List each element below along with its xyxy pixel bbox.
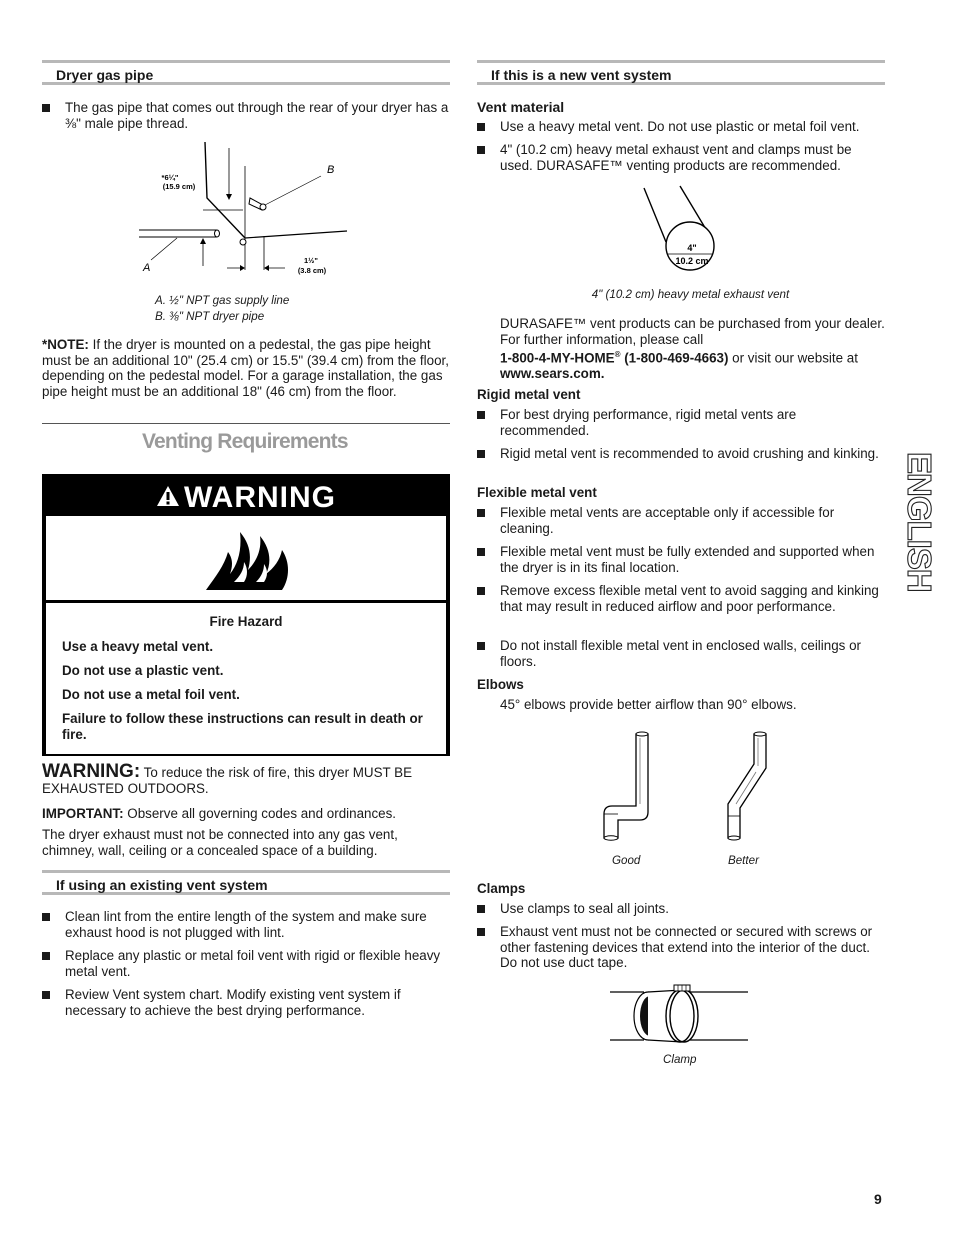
dimension-label: 1½" bbox=[304, 256, 318, 265]
vent-wall-line bbox=[644, 188, 666, 242]
bullet-square bbox=[477, 450, 485, 458]
warning-paragraph bbox=[42, 761, 450, 796]
elbow-90-icon bbox=[604, 734, 648, 838]
bullet-square bbox=[477, 905, 485, 913]
warning-label: WARNING: bbox=[42, 761, 141, 782]
list-item bbox=[477, 544, 885, 575]
warning-line: Do not use a metal foil vent. bbox=[62, 687, 240, 702]
pipe-end bbox=[215, 230, 220, 237]
figure-caption: A. ½" NPT gas supply line bbox=[155, 294, 290, 307]
bullet-square bbox=[477, 642, 485, 650]
vent-size-label: 10.2 cm bbox=[675, 256, 709, 266]
bullet-text: Do not install flexible metal vent in enclosed walls, ceilings or floors. bbox=[500, 638, 861, 669]
list-item bbox=[477, 901, 885, 917]
vent-size-label: 4" bbox=[687, 243, 697, 253]
warning-body bbox=[46, 603, 446, 754]
fire-hazard-image bbox=[46, 516, 446, 600]
bullet-square bbox=[477, 587, 485, 595]
dimension-label: (3.8 cm) bbox=[297, 266, 327, 275]
bullet-square bbox=[477, 509, 485, 517]
figure-caption: 4" (10.2 cm) heavy metal exhaust vent bbox=[591, 288, 790, 301]
dryer-outline bbox=[205, 142, 245, 238]
fire-icon bbox=[204, 526, 294, 592]
section-heading-gas-pipe bbox=[42, 60, 450, 85]
list-item bbox=[477, 638, 885, 669]
elbows-text: 45° elbows provide better airflow than 90° elbows. bbox=[500, 697, 797, 712]
arrow-head bbox=[264, 265, 269, 271]
list-item bbox=[477, 924, 885, 971]
callout-label: A bbox=[143, 262, 151, 274]
divider bbox=[42, 423, 450, 424]
heading-text: Dryer gas pipe bbox=[56, 67, 154, 83]
figure-caption: B. ⅜" NPT dryer pipe bbox=[155, 310, 265, 323]
phone-number: 1-800-4-MY-HOME bbox=[500, 350, 615, 366]
bullet-square bbox=[42, 913, 50, 921]
warning-line: Failure to follow these instructions can result in death or fire. bbox=[62, 711, 423, 742]
subheading: Flexible metal vent bbox=[477, 485, 597, 500]
bullet-text: Use a heavy metal vent. Do not use plastic or metal foil vent. bbox=[500, 119, 860, 134]
section-heading-new-vent bbox=[477, 60, 885, 85]
bullet-text: The gas pipe that comes out through the rear of your dryer has a ⅜" male pipe thread. bbox=[65, 100, 449, 131]
leader-line bbox=[151, 238, 177, 260]
clamp-diagram bbox=[608, 982, 750, 1044]
bullet-square bbox=[477, 146, 485, 154]
bullet-text: Remove excess flexible metal vent to avoid sagging and kinking that may result in reduced airflow and poor performance. bbox=[500, 583, 879, 614]
subheading: Clamps bbox=[477, 881, 526, 896]
heading-text: If this is a new vent system bbox=[491, 67, 672, 83]
list-item bbox=[477, 142, 885, 173]
note-paragraph bbox=[42, 337, 450, 399]
bullet-square bbox=[42, 952, 50, 960]
subheading: Elbows bbox=[477, 677, 524, 692]
section-heading-existing bbox=[42, 870, 450, 895]
phone-number-alt: (1-800-469-4663) bbox=[620, 350, 729, 366]
bullet-square bbox=[42, 991, 50, 999]
list-item bbox=[42, 987, 450, 1018]
bullet-text: Exhaust vent must not be connected or secured with screws or other fastening devices that extend into the interior of the duct. Do not use duct tape. bbox=[500, 924, 873, 971]
list-item bbox=[477, 583, 885, 614]
bullet-text: 4" (10.2 cm) heavy metal exhaust vent and clamps must be used. DURASAFE™ venting products are recommended. bbox=[500, 142, 852, 173]
note-label: *NOTE: bbox=[42, 337, 89, 352]
section-title: Venting Requirements bbox=[142, 430, 348, 453]
bullet-text: Review Vent system chart. Modify existing vent system if necessary to achieve the best drying performance. bbox=[65, 987, 401, 1018]
warning-box bbox=[42, 474, 450, 756]
vent-diagram bbox=[640, 184, 724, 274]
elbow-opening bbox=[754, 732, 766, 736]
important-text: Observe all governing codes and ordinances. bbox=[123, 806, 397, 821]
warning-line: Do not use a plastic vent. bbox=[62, 663, 224, 678]
list-item bbox=[477, 446, 885, 462]
subheading: Rigid metal vent bbox=[477, 387, 581, 402]
page-number: 9 bbox=[874, 1191, 882, 1207]
callout-label: B bbox=[327, 164, 335, 176]
figure-caption: Better bbox=[728, 854, 759, 867]
figure-caption: Clamp bbox=[663, 1053, 697, 1066]
side-label-text: ENGLISH bbox=[901, 452, 938, 592]
bullet-text: Use clamps to seal all joints. bbox=[500, 901, 669, 916]
warning-title: WARNING bbox=[184, 481, 336, 514]
list-item bbox=[42, 100, 450, 131]
subheading: Vent material bbox=[477, 99, 565, 115]
elbow-opening bbox=[728, 836, 740, 840]
exhaust-paragraph: The dryer exhaust must not be connected into any gas vent, chimney, wall, ceiling or a concealed space of a building. bbox=[42, 827, 398, 858]
bullet-text: For best drying performance, rigid metal vents are recommended. bbox=[500, 407, 797, 438]
warning-line: Use a heavy metal vent. bbox=[62, 639, 214, 654]
registered-mark: ® bbox=[614, 350, 621, 360]
elbow-opening bbox=[636, 732, 648, 736]
heading-text: If using an existing vent system bbox=[56, 877, 268, 893]
leader-line bbox=[265, 176, 321, 205]
durasafe-text: DURASAFE™ vent products can be purchased from your dealer. For further information, please call bbox=[500, 316, 885, 347]
elbow-opening bbox=[604, 836, 618, 840]
warning-text: To reduce the risk of fire, this dryer MUST BE EXHAUSTED OUTDOORS. bbox=[42, 765, 413, 796]
gas-supply-line bbox=[139, 230, 217, 237]
bullet-text: Rigid metal vent is recommended to avoid crushing and kinking. bbox=[500, 446, 879, 461]
warning-header bbox=[44, 476, 448, 516]
bullet-text: Clean lint from the entire length of the system and make sure exhaust hood is not plugged with lint. bbox=[65, 909, 427, 940]
list-item bbox=[477, 119, 885, 135]
note-text: If the dryer is mounted on a pedestal, the gas pipe height must be an additional 10" (25.4 cm) or 15.5" (39.4 cm) from the floor, depending on the pedestal model. For a garage installation, the gas pipe height must be an additional 18" (46 cm) from the floor. bbox=[42, 337, 449, 399]
durasafe-paragraph bbox=[500, 316, 885, 382]
dimension-label: (15.9 cm) bbox=[162, 182, 196, 191]
bullet-square bbox=[42, 104, 50, 112]
list-item bbox=[42, 948, 450, 979]
list-item bbox=[42, 909, 450, 940]
floor-line bbox=[245, 231, 347, 238]
list-item bbox=[477, 407, 885, 438]
bullet-square bbox=[477, 928, 485, 936]
elbows-diagram bbox=[590, 728, 780, 846]
bullet-text: Flexible metal vent must be fully extended and supported when the dryer is in its final location. bbox=[500, 544, 875, 575]
website-link[interactable]: www.sears.com. bbox=[500, 366, 605, 382]
dimension-label: *6¼" bbox=[161, 173, 179, 182]
bullet-square bbox=[477, 123, 485, 131]
list-item bbox=[477, 505, 885, 536]
arrow-head bbox=[240, 265, 245, 271]
bullet-square bbox=[477, 548, 485, 556]
hazard-title: Fire Hazard bbox=[209, 614, 283, 629]
bullet-square bbox=[477, 411, 485, 419]
warning-triangle-icon bbox=[156, 485, 180, 507]
arrow-head bbox=[226, 194, 232, 200]
bullet-text: Replace any plastic or metal foil vent with rigid or flexible heavy metal vent. bbox=[65, 948, 441, 979]
leveling-leg bbox=[240, 239, 246, 245]
bullet-text: Flexible metal vents are acceptable only if accessible for cleaning. bbox=[500, 505, 835, 536]
durasafe-text: or visit our website at bbox=[728, 350, 858, 366]
language-side-label bbox=[901, 452, 938, 622]
gas-pipe-diagram bbox=[135, 138, 345, 278]
arrow-head bbox=[200, 238, 206, 244]
important-paragraph bbox=[42, 806, 450, 822]
figure-caption: Good bbox=[612, 854, 641, 867]
important-label: IMPORTANT: bbox=[42, 806, 124, 821]
